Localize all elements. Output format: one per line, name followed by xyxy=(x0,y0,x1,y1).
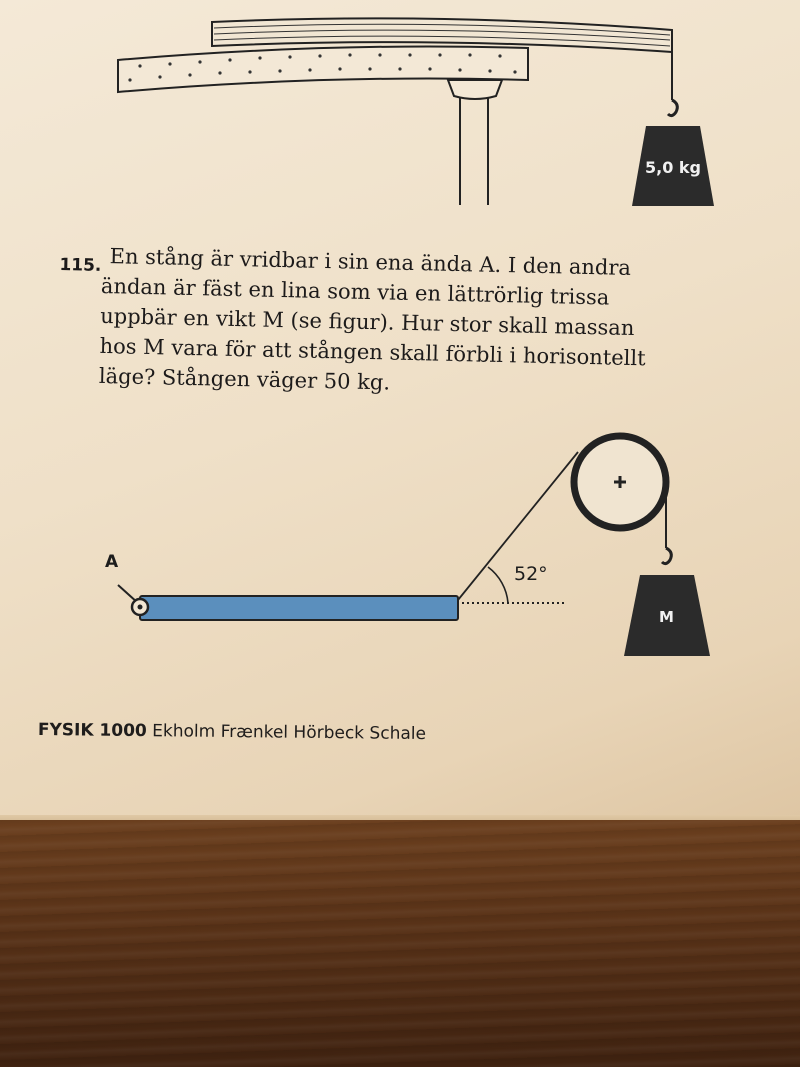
mass-label: M xyxy=(659,608,674,626)
problem-line-3: uppbär en vikt M (se figur). Hur stor skall massan xyxy=(100,303,635,341)
angle-label: 52° xyxy=(514,563,548,585)
book-footer xyxy=(38,720,426,744)
problem-line-4: hos M vara för att stången skall förbli i horisontellt xyxy=(99,333,646,371)
book-authors: Ekholm Frænkel Hörbeck Schale xyxy=(152,721,427,745)
book-title: FYSIK 1000 xyxy=(37,720,147,742)
weight-label-top: 5,0 kg xyxy=(645,158,702,177)
problem-line-1: En stång är vridbar i sin ena ända A. I den andra xyxy=(109,244,632,280)
problem-line-5: läge? Stången väger 50 kg. xyxy=(98,363,391,395)
problem-line-2: ändan är fäst en lina som via en lättrörlig trissa xyxy=(100,273,610,310)
problem-number: 115. xyxy=(59,254,102,276)
pivot-label: A xyxy=(105,552,119,572)
